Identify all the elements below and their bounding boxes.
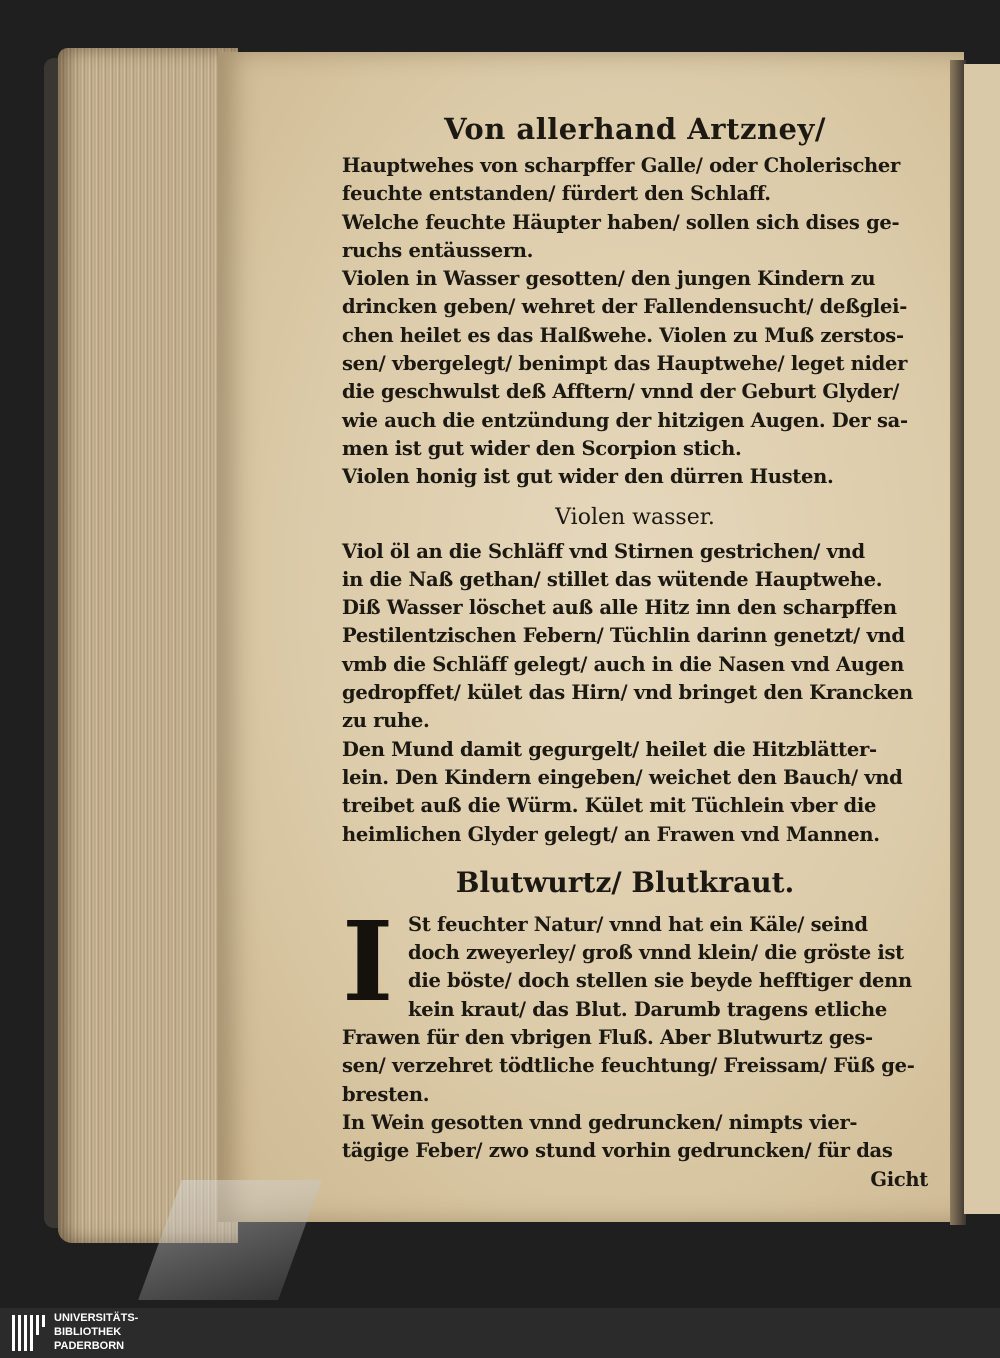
logo-line: BIBLIOTHEK: [54, 1326, 122, 1338]
text-line: In Wein gesotten vnnd gedruncken/ nimpts vier-: [342, 1110, 858, 1134]
text-line: feuchte entstanden/ fürdert den Schlaff.: [342, 182, 771, 206]
text-line: zu ruhe.: [342, 709, 430, 733]
text-line: Violen honig ist gut wider den dürren Husten.: [342, 465, 834, 489]
text-line: kein kraut/ das Blut. Darumb tragens etliche: [408, 997, 887, 1021]
library-logo-text: [54, 1311, 138, 1353]
library-logo-icon: [10, 1313, 50, 1353]
text-line: sen/ verzehret tödtliche feuchtung/ Freissam/ Füß ge-: [342, 1054, 915, 1078]
text-line: St feuchter Natur/ vnnd hat ein Käle/ seind: [408, 912, 868, 936]
initial-paragraph: [342, 896, 928, 1026]
text-line: heimlichen Glyder gelegt/ an Frawen vnd Mannen.: [342, 822, 880, 846]
paragraphs-top: [342, 152, 928, 492]
text-line: wie auch die entzündung der hitzigen Augen. Der sa-: [342, 408, 908, 432]
text-line: die böste/ doch stellen sie beyde hefftiger denn: [408, 969, 912, 993]
text-line: Diß Wasser löschet auß alle Hitz inn den scharpffen: [342, 596, 897, 620]
text-line: chen heilet es das Halßwehe. Violen zu Muß zerstos-: [342, 323, 904, 347]
text-line: Viol öl an die Schläff vnd Stirnen gestrichen/ vnd: [342, 539, 865, 563]
text-line: treibet auß die Würm. Kület mit Tüchlein vber die: [342, 794, 877, 818]
page-stack-edge: [58, 48, 238, 1243]
running-title: Von allerhand Artzney/: [444, 112, 826, 146]
text-line: lein. Den Kindern eingeben/ weichet den Bauch/ vnd: [342, 765, 903, 789]
drop-cap-initial: I: [342, 896, 394, 1026]
logo-line: UNIVERSITÄTS-: [54, 1312, 139, 1324]
text-line: Frawen für den vbrigen Fluß. Aber Blutwurtz ges-: [342, 1026, 873, 1050]
text-line: Welche feuchte Häupter haben/ sollen sich dises ge-: [342, 210, 900, 234]
text-line: Den Mund damit gegurgelt/ heilet die Hitzblätter-: [342, 737, 877, 761]
text-line: Violen in Wasser gesotten/ den jungen Kindern zu: [342, 267, 876, 291]
page-text: [342, 112, 928, 1194]
sub-heading: Violen wasser.: [555, 504, 715, 530]
logo-line: PADERBORN: [54, 1340, 125, 1352]
text-line: Hauptwehes von scharpffer Galle/ oder Cholerischer: [342, 154, 900, 177]
text-line: Pestilentzischen Febern/ Tüchlin darinn genetzt/ vnd: [342, 624, 905, 648]
catchword: Gicht: [870, 1167, 928, 1191]
section-heading: Blutwurtz/ Blutkraut.: [455, 865, 795, 899]
text-line: ruchs entäussern.: [342, 238, 534, 262]
paragraphs-bottom: [342, 1024, 928, 1165]
facing-page-edge: [964, 64, 1000, 1214]
text-line: bresten.: [342, 1082, 430, 1106]
text-line: drincken geben/ wehret der Fallendensucht/ deßglei-: [342, 295, 908, 319]
text-line: sen/ vbergelegt/ benimpt das Hauptwehe/ leget nider: [342, 352, 908, 376]
library-footer: [0, 1308, 1000, 1358]
text-line: die geschwulst deß Afftern/ vnnd der Geburt Glyder/: [342, 380, 900, 404]
text-line: doch zweyerley/ groß vnnd klein/ die gröste ist: [408, 941, 904, 965]
paragraphs-middle: [342, 538, 928, 849]
text-line: gedropffet/ kület das Hirn/ vnd bringet den Krancken: [342, 681, 913, 705]
text-line: tägige Feber/ zwo stund vorhin gedruncken/ für das: [342, 1139, 893, 1163]
text-line: vmb die Schläff gelegt/ auch in die Nasen vnd Augen: [342, 652, 905, 676]
text-line: men ist gut wider den Scorpion stich.: [342, 436, 742, 460]
text-line: in die Naß gethan/ stillet das wütende Hauptwehe.: [342, 567, 883, 591]
